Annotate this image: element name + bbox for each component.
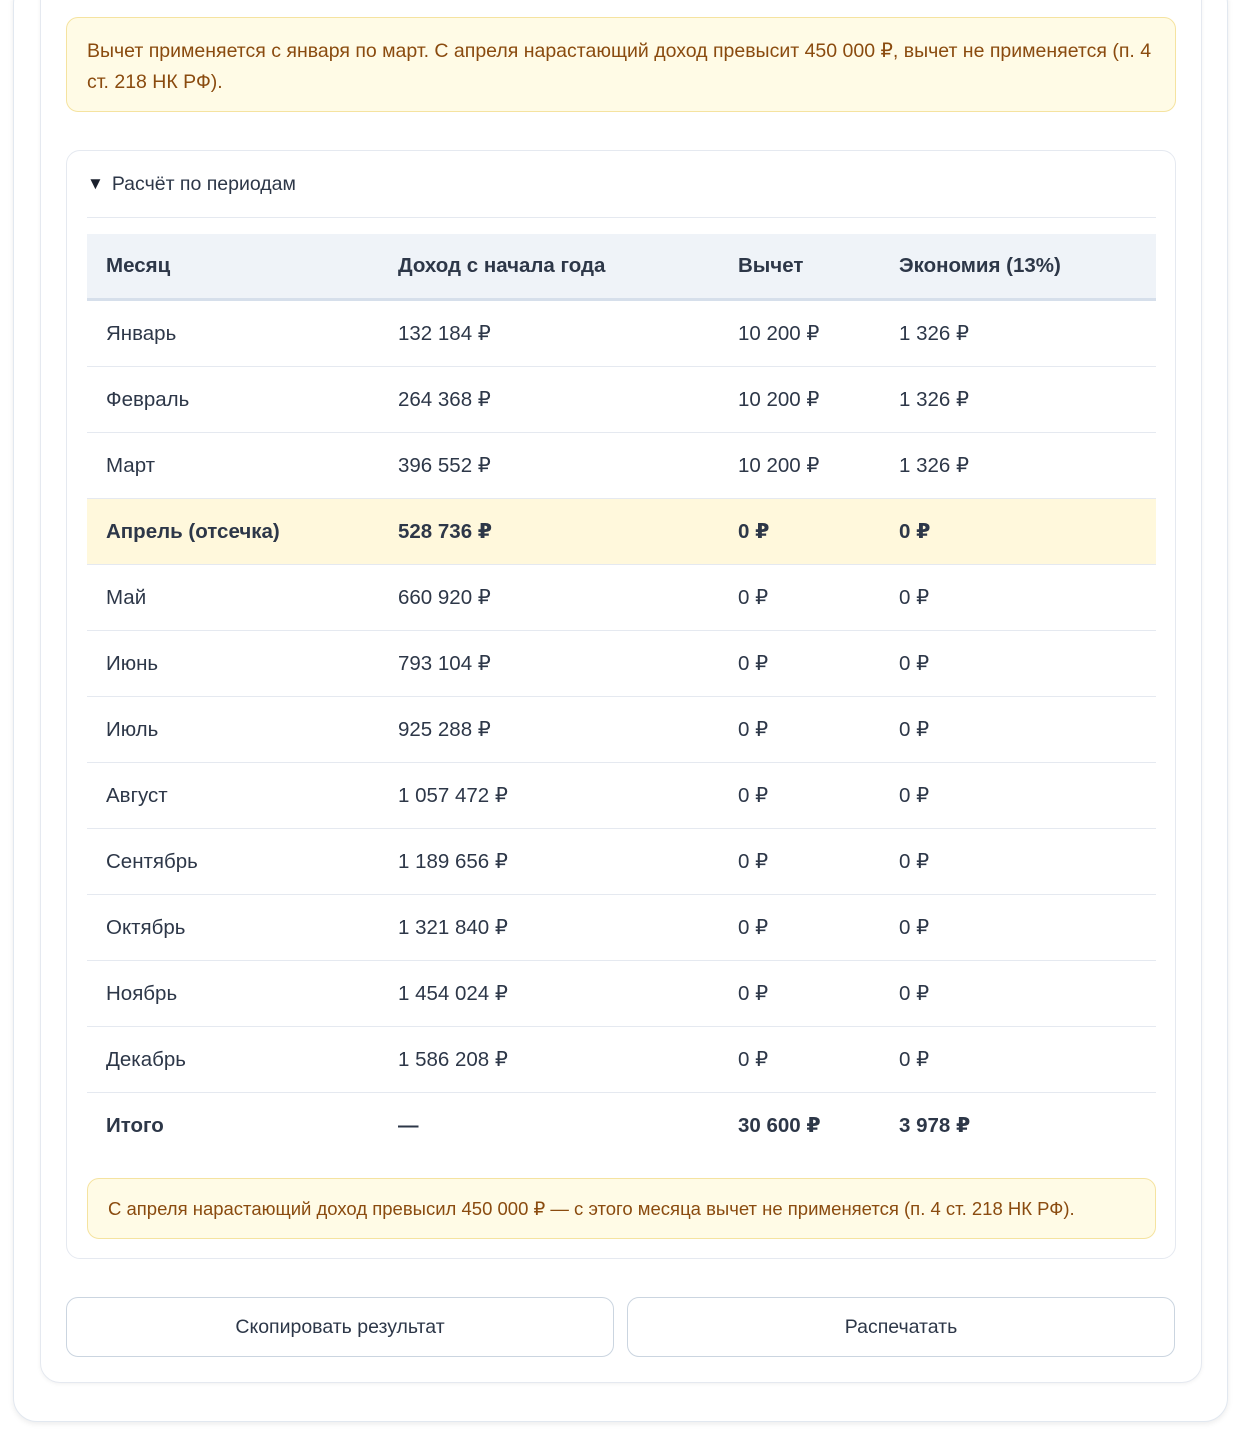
table-row-total [87, 1093, 1156, 1159]
cell-saving: 0 ₽ [880, 565, 1156, 631]
periods-table [87, 234, 1156, 1158]
column-header-income: Доход с начала года [379, 234, 719, 300]
cell-saving: 3 978 ₽ [899, 1114, 971, 1137]
cell-saving: 1 326 ₽ [880, 367, 1156, 433]
cell-deduction: 0 ₽ [719, 895, 880, 961]
table-row [87, 697, 1156, 763]
table-row [87, 300, 1156, 367]
column-header-deduction: Вычет [719, 234, 880, 300]
cell-month: Март [87, 433, 379, 499]
deduction-warning: Вычет применяется с января по март. С апреля нарастающий доход превысит 450 000 ₽, вычет не применяется (п. 4 ст. 218 НК РФ). [66, 17, 1176, 112]
cell-income: 1 189 656 ₽ [379, 829, 719, 895]
cell-saving: 0 ₽ [880, 763, 1156, 829]
cell-month: Май [87, 565, 379, 631]
cell-saving: 1 326 ₽ [880, 300, 1156, 367]
cell-saving: 0 ₽ [880, 829, 1156, 895]
cell-saving: 0 ₽ [880, 1027, 1156, 1093]
cell-saving: 0 ₽ [880, 697, 1156, 763]
cell-deduction: 0 ₽ [719, 763, 880, 829]
cell-deduction: 0 ₽ [719, 697, 880, 763]
cell-month: Ноябрь [87, 961, 379, 1027]
table-row [87, 631, 1156, 697]
column-header-month: Месяц [87, 234, 379, 300]
cell-saving: 0 ₽ [880, 961, 1156, 1027]
cell-income: 1 586 208 ₽ [379, 1027, 719, 1093]
cell-month: Итого [106, 1113, 164, 1137]
cell-income: 793 104 ₽ [379, 631, 719, 697]
cutoff-notice: С апреля нарастающий доход превысил 450 000 ₽ — с этого месяца вычет не применяется (п. 4 ст. 218 НК РФ). [87, 1178, 1156, 1239]
column-header-saving: Экономия (13%) [880, 234, 1156, 300]
cell-income: — [398, 1113, 419, 1137]
cell-deduction: 0 ₽ [719, 565, 880, 631]
table-row [87, 565, 1156, 631]
table-row [87, 367, 1156, 433]
table-header-row [87, 234, 1156, 300]
cell-month: Июнь [87, 631, 379, 697]
table-row [87, 763, 1156, 829]
print-button[interactable]: Распечатать [627, 1297, 1175, 1357]
cell-saving: 0 ₽ [880, 895, 1156, 961]
table-row [87, 1027, 1156, 1093]
cell-saving: 0 ₽ [880, 499, 1156, 565]
cell-deduction: 0 ₽ [719, 499, 880, 565]
table-row [87, 829, 1156, 895]
table-row-cutoff [87, 499, 1156, 565]
cell-deduction: 10 200 ₽ [719, 433, 880, 499]
cell-saving: 0 ₽ [880, 631, 1156, 697]
cell-deduction: 0 ₽ [719, 1027, 880, 1093]
cell-income: 1 057 472 ₽ [379, 763, 719, 829]
cell-income: 925 288 ₽ [379, 697, 719, 763]
cell-month: Февраль [87, 367, 379, 433]
triangle-down-icon: ▼ [87, 174, 104, 193]
cell-deduction: 0 ₽ [719, 829, 880, 895]
cell-deduction: 30 600 ₽ [738, 1114, 821, 1137]
copy-result-button[interactable]: Скопировать результат [66, 1297, 614, 1357]
cell-month: Август [87, 763, 379, 829]
table-row [87, 961, 1156, 1027]
periods-summary-toggle[interactable] [87, 151, 1156, 218]
cell-saving: 1 326 ₽ [880, 433, 1156, 499]
cell-income: 528 736 ₽ [379, 499, 719, 565]
cell-deduction: 10 200 ₽ [719, 367, 880, 433]
cell-income: 660 920 ₽ [379, 565, 719, 631]
cell-month: Январь [87, 300, 379, 367]
table-row [87, 433, 1156, 499]
cell-month: Апрель (отсечка) [87, 499, 379, 565]
periods-summary-label: Расчёт по периодам [111, 172, 296, 195]
periods-details [66, 150, 1176, 1259]
cell-month: Октябрь [87, 895, 379, 961]
cell-deduction: 0 ₽ [719, 631, 880, 697]
cell-month: Сентябрь [87, 829, 379, 895]
cell-deduction: 0 ₽ [719, 961, 880, 1027]
cell-month: Июль [87, 697, 379, 763]
cell-income: 1 454 024 ₽ [379, 961, 719, 1027]
cell-income: 1 321 840 ₽ [379, 895, 719, 961]
cell-income: 264 368 ₽ [379, 367, 719, 433]
table-row [87, 895, 1156, 961]
cell-income: 132 184 ₽ [379, 300, 719, 367]
cell-income: 396 552 ₽ [379, 433, 719, 499]
cell-deduction: 10 200 ₽ [719, 300, 880, 367]
cell-month: Декабрь [87, 1027, 379, 1093]
